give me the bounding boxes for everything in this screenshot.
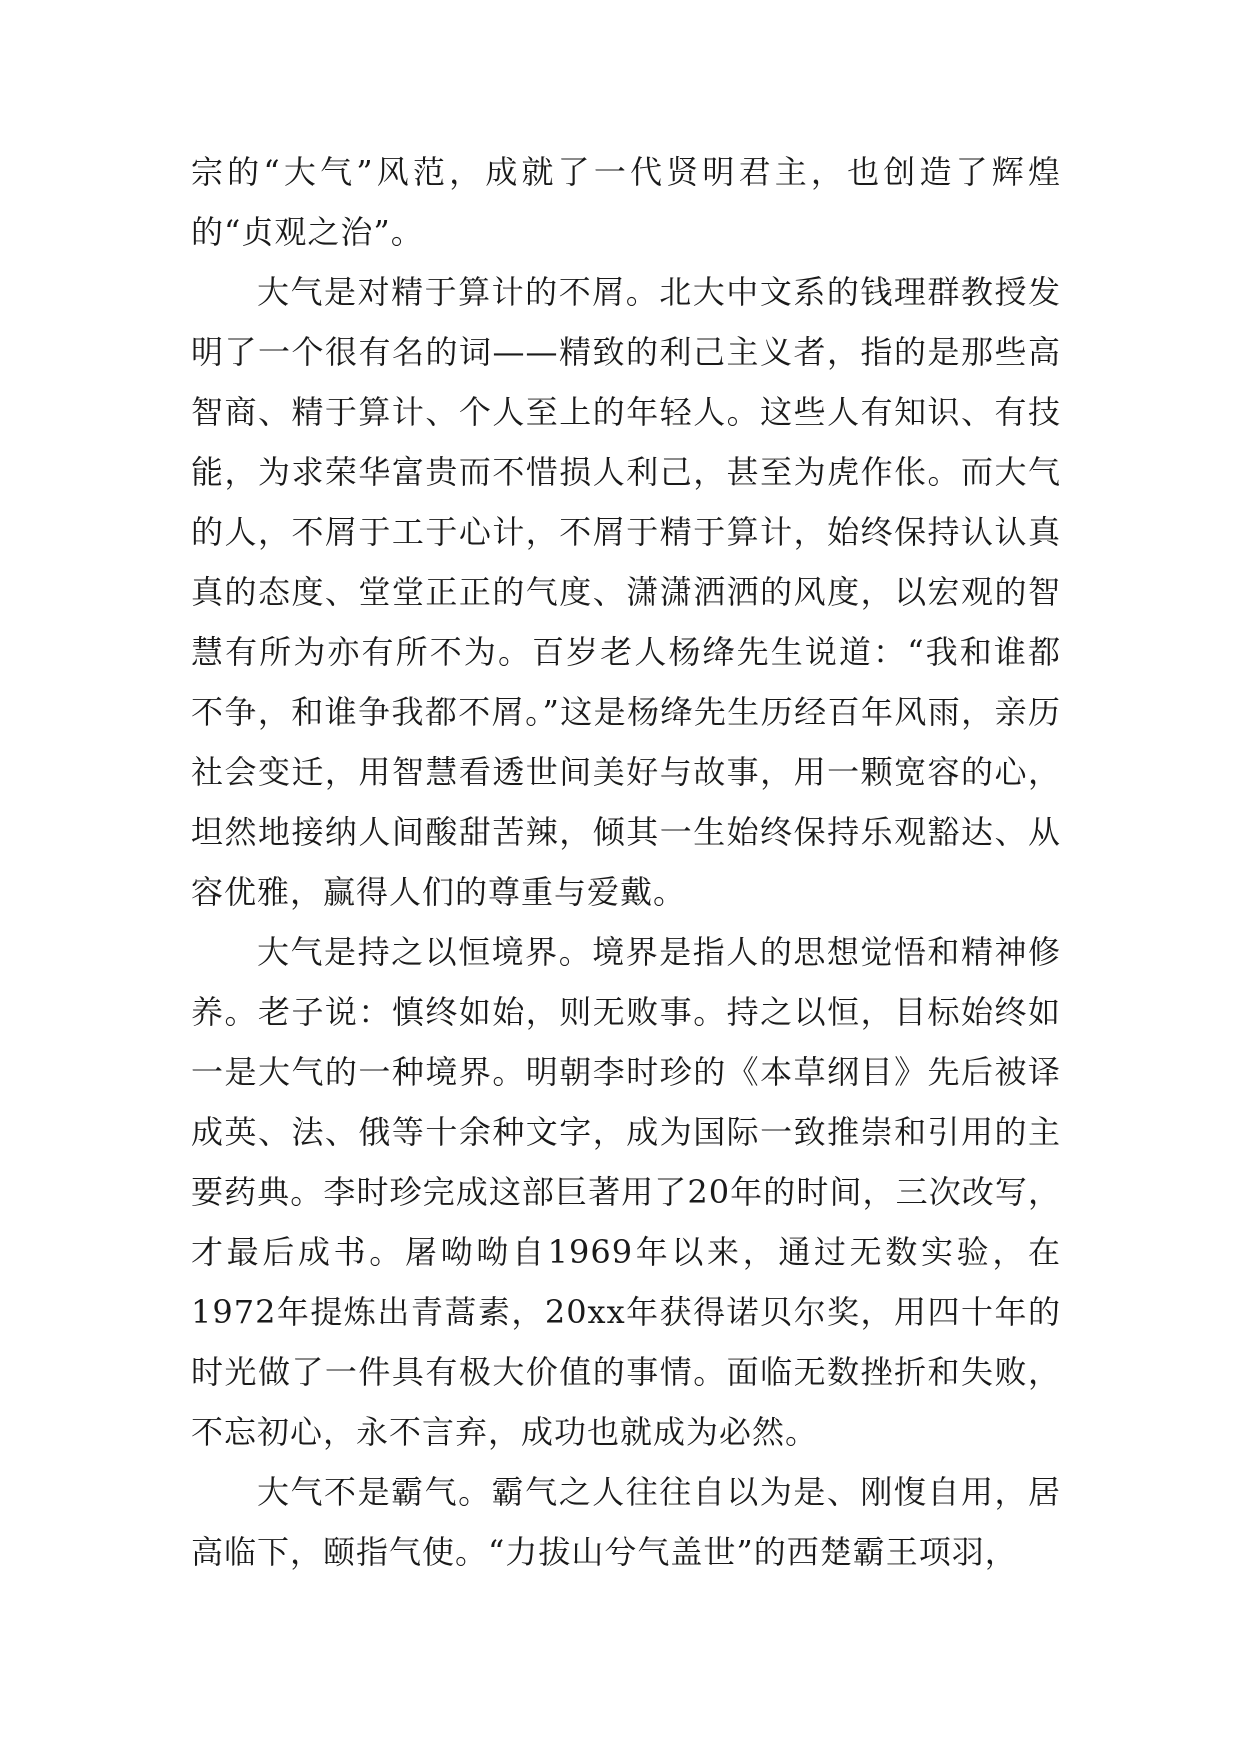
paragraph-4: 大气不是霸气。霸气之人往往自以为是、刚愎自用，居高临下，颐指气使。“力拔山兮气盖世”的西楚霸王项羽， (191, 1473, 1061, 1571)
document-page (191, 142, 1061, 1582)
paragraph-1: 宗的“大气”风范，成就了一代贤明君主，也创造了辉煌的“贞观之治”。 (191, 153, 1061, 251)
paragraph-3: 大气是持之以恒境界。境界是指人的思想觉悟和精神修养。老子说：慎终如始，则无败事。持之以恒，目标始终如一是大气的一种境界。明朝李时珍的《本草纲目》先后被译成英、法、俄等十余种文字，成为国际一致推崇和引用的主要药典。李时珍完成这部巨著用了20年的时间，三次改写，才最后成书。屠呦呦自1969年以来，通过无数实验，在1972年提炼出青蒿素，20xx年获得诺贝尔奖，用四十年的时光做了一件具有极大价值的事情。面临无数挫折和失败，不忘初心，永不言弃，成功也就成为必然。 (191, 933, 1061, 1451)
paragraph-2: 大气是对精于算计的不屑。北大中文系的钱理群教授发明了一个很有名的词——精致的利己主义者，指的是那些高智商、精于算计、个人至上的年轻人。这些人有知识、有技能，为求荣华富贵而不惜损人利己，甚至为虎作伥。而大气的人，不屑于工于心计，不屑于精于算计，始终保持认认真真的态度、堂堂正正的气度、潇潇洒洒的风度，以宏观的智慧有所为亦有所不为。百岁老人杨绛先生说道：“我和谁都不争，和谁争我都不屑。”这是杨绛先生历经百年风雨，亲历社会变迁，用智慧看透世间美好与故事，用一颗宽容的心，坦然地接纳人间酸甜苦辣，倾其一生始终保持乐观豁达、从容优雅，赢得人们的尊重与爱戴。 (191, 273, 1061, 911)
